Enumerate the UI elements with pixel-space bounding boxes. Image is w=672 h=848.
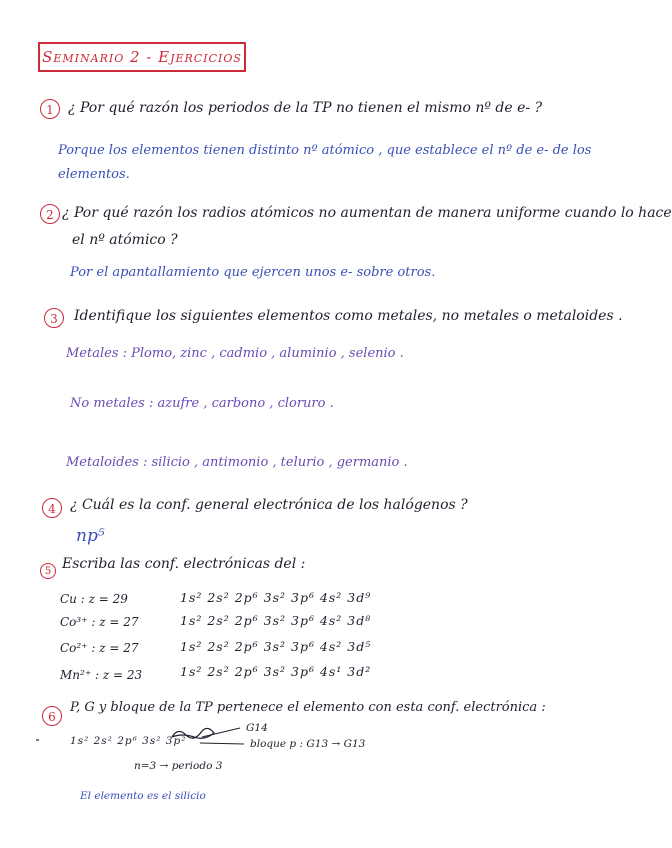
block-note: bloque p : G13 → G13: [250, 738, 366, 750]
question-4-text: ¿ Cuál es la conf. general electrónica de los halógenos ?: [70, 497, 468, 513]
question-6-text: P, G y bloque de la TP pertenece el elemento con esta conf. electrónica :: [70, 700, 546, 715]
no-metales-list: No metales : azufre , carbono , cloruro .: [70, 396, 334, 411]
arrow-to-block: [200, 743, 244, 744]
question-2-line-2: el nº atómico ?: [72, 232, 178, 248]
arrow-to-group: [202, 728, 240, 737]
ion-label-mn: Mn²⁺ : z = 23: [60, 668, 143, 682]
question-number-2: 2: [40, 204, 60, 224]
config-co2: 1s² 2s² 2p⁶ 3s² 3p⁶ 4s² 3d⁵: [180, 639, 372, 654]
config-co3: 1s² 2s² 2p⁶ 3s² 3p⁶ 4s² 3d⁸: [180, 613, 372, 628]
answer-2: Por el apantallamiento que ejercen unos e- sobre otros.: [70, 265, 436, 280]
question-number-1: 1: [40, 99, 60, 119]
page-title: Seminario 2 - Ejercicios: [38, 42, 246, 72]
group-note: G14: [246, 722, 268, 734]
answer-6: El elemento es el silicio: [80, 790, 206, 802]
metaloides-list: Metaloides : silicio , antimonio , telurio , germanio .: [66, 455, 408, 470]
answer-1-line-1: Porque los elementos tienen distinto nº atómico , que establece el nº de e- de los: [58, 143, 592, 158]
config-cu: 1s² 2s² 2p⁶ 3s² 3p⁶ 4s² 3d⁹: [180, 590, 372, 605]
question-5-text: Escriba las conf. electrónicas del :: [62, 556, 306, 572]
ion-label-co2: Co²⁺ : z = 27: [60, 641, 139, 655]
question-2-line-1: ¿ Por qué razón los radios atómicos no aumentan de manera uniforme cuando lo hace: [62, 205, 672, 221]
ion-label-co3: Co³⁺ : z = 27: [60, 615, 139, 629]
answer-1-line-2: elementos.: [58, 167, 130, 182]
question-6-config: 1s² 2s² 2p⁶ 3s² 3p²: [70, 735, 187, 747]
question-3-text: Identifique los siguientes elementos como metales, no metales o metaloides .: [74, 308, 623, 324]
question-number-3: 3: [44, 308, 64, 328]
period-note: n=3 → periodo 3: [134, 760, 223, 772]
question-number-5: 5: [40, 563, 56, 579]
question-1-text: ¿ Por qué razón los periodos de la TP no tienen el mismo nº de e- ?: [68, 100, 543, 116]
config-mn: 1s² 2s² 2p⁶ 3s² 3p⁶ 4s¹ 3d²: [180, 664, 372, 679]
question-number-4: 4: [42, 498, 62, 518]
answer-4: np⁵: [76, 526, 105, 546]
metales-list: Metales : Plomo, zinc , cadmio , aluminio , selenio .: [66, 346, 404, 361]
question-number-6: 6: [42, 706, 62, 726]
ion-label-cu: Cu : z = 29: [60, 592, 128, 606]
